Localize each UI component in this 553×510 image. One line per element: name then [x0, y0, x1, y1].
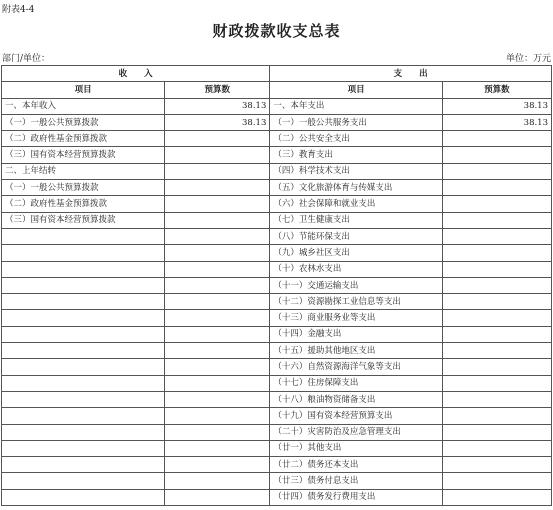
expense-item-cell: （八）节能环保支出 [270, 228, 442, 244]
table-row [2, 114, 552, 130]
expense-item-cell: （廿三）债务付息支出 [270, 473, 442, 489]
income-value-cell [165, 375, 270, 391]
expense-item-cell: （九）城乡社区支出 [270, 245, 442, 261]
income-value-cell [165, 457, 270, 473]
expense-value-cell: 38.13 [442, 114, 551, 130]
income-item-cell [2, 228, 165, 244]
income-value-cell [165, 343, 270, 359]
expense-item-cell: 一、本年支出 [270, 98, 442, 114]
expense-item-cell: （十九）国有资本经营预算支出 [270, 408, 442, 424]
table-row [2, 245, 552, 261]
page-title: 财政拨款收支总表 [212, 22, 341, 40]
income-value-cell [165, 228, 270, 244]
income-value-cell: 38.13 [165, 98, 270, 114]
income-value-cell [165, 440, 270, 456]
expense-item-cell: （十三）商业服务业等支出 [270, 310, 442, 326]
income-value-cell [165, 163, 270, 179]
table-row [2, 147, 552, 163]
table-row [2, 196, 552, 212]
expense-item-cell: （廿一）其他支出 [270, 440, 442, 456]
table-row [2, 131, 552, 147]
table-row [2, 408, 552, 424]
section-header-row [2, 66, 552, 82]
expense-value-cell: 38.13 [442, 98, 551, 114]
expense-item-cell: （十六）自然资源海洋气象等支出 [270, 359, 442, 375]
expense-value-cell [442, 343, 551, 359]
income-item-cell: 二、上年结转 [2, 163, 165, 179]
expense-item-cell: （十五）援助其他地区支出 [270, 343, 442, 359]
income-value-cell [165, 473, 270, 489]
income-item-cell [2, 408, 165, 424]
expense-value-cell [442, 359, 551, 375]
income-section-header: 收 入 [2, 66, 270, 82]
income-item-column-header: 项目 [2, 82, 165, 98]
income-item-cell [2, 359, 165, 375]
table-row [2, 424, 552, 440]
expense-value-cell [442, 375, 551, 391]
income-item-cell [2, 261, 165, 277]
income-item-cell: （二）政府性基金预算拨款 [2, 131, 165, 147]
expense-item-cell: （四）科学技术支出 [270, 163, 442, 179]
expense-value-cell [442, 277, 551, 293]
income-value-cell [165, 359, 270, 375]
department-label: 部门/单位： [2, 54, 51, 64]
expense-item-cell: （二）公共安全支出 [270, 131, 442, 147]
income-value-cell [165, 408, 270, 424]
expense-item-cell: （廿四）债务发行费用支出 [270, 489, 442, 505]
expense-value-cell [442, 473, 551, 489]
income-item-cell: 一、本年收入 [2, 98, 165, 114]
expense-item-cell: （十一）交通运输支出 [270, 277, 442, 293]
income-value-cell [165, 212, 270, 228]
income-value-cell [165, 294, 270, 310]
expense-value-cell [442, 180, 551, 196]
income-item-cell [2, 343, 165, 359]
expense-value-cell [442, 163, 551, 179]
income-value-cell [165, 196, 270, 212]
expense-item-cell: （廿二）债务还本支出 [270, 457, 442, 473]
expense-value-cell [442, 457, 551, 473]
table-row [2, 310, 552, 326]
table-row [2, 277, 552, 293]
income-item-cell [2, 489, 165, 505]
income-value-cell [165, 424, 270, 440]
expense-value-cell [442, 424, 551, 440]
income-value-cell [165, 326, 270, 342]
expense-item-cell: （七）卫生健康支出 [270, 212, 442, 228]
expense-value-cell [442, 228, 551, 244]
table-row [2, 294, 552, 310]
expense-value-cell [442, 212, 551, 228]
income-item-cell [2, 375, 165, 391]
expense-item-cell: （三）教育支出 [270, 147, 442, 163]
table-row [2, 261, 552, 277]
expense-item-cell: （五）文化旅游体育与传媒支出 [270, 180, 442, 196]
income-value-cell [165, 245, 270, 261]
expense-budget-column-header: 预算数 [442, 82, 551, 98]
table-row [2, 343, 552, 359]
table-row [2, 163, 552, 179]
expense-item-cell: （十八）粮油物资储备支出 [270, 391, 442, 407]
income-value-cell [165, 489, 270, 505]
table-row [2, 180, 552, 196]
income-item-cell [2, 457, 165, 473]
income-item-cell [2, 473, 165, 489]
expense-value-cell [442, 391, 551, 407]
expense-item-cell: （一）一般公共服务支出 [270, 114, 442, 130]
table-row [2, 473, 552, 489]
table-row [2, 212, 552, 228]
income-item-cell [2, 424, 165, 440]
table-row [2, 457, 552, 473]
expense-item-cell: （二十）灾害防治及应急管理支出 [270, 424, 442, 440]
income-item-cell [2, 391, 165, 407]
income-item-cell [2, 310, 165, 326]
expense-value-cell [442, 294, 551, 310]
expense-value-cell [442, 245, 551, 261]
income-value-cell [165, 277, 270, 293]
table-row [2, 375, 552, 391]
column-header-row [2, 82, 552, 98]
income-value-cell: 38.13 [165, 114, 270, 130]
table-row [2, 228, 552, 244]
table-row [2, 391, 552, 407]
expense-item-cell: （六）社会保障和就业支出 [270, 196, 442, 212]
income-item-cell [2, 326, 165, 342]
table-row [2, 489, 552, 505]
expense-value-cell [442, 310, 551, 326]
income-value-cell [165, 131, 270, 147]
income-value-cell [165, 147, 270, 163]
table-row [2, 440, 552, 456]
income-value-cell [165, 261, 270, 277]
expense-item-cell: （十四）金融支出 [270, 326, 442, 342]
income-item-cell: （一）一般公共预算拨款 [2, 180, 165, 196]
expense-value-cell [442, 147, 551, 163]
income-item-cell: （一）一般公共预算拨款 [2, 114, 165, 130]
expense-item-cell: （十七）住房保障支出 [270, 375, 442, 391]
income-item-cell: （三）国有资本经营预算拨款 [2, 147, 165, 163]
attachment-label: 附表4-4 [2, 5, 35, 15]
expense-item-cell: （十二）资源勘探工业信息等支出 [270, 294, 442, 310]
expense-value-cell [442, 131, 551, 147]
expense-value-cell [442, 261, 551, 277]
expense-value-cell [442, 408, 551, 424]
income-item-cell: （二）政府性基金预算拨款 [2, 196, 165, 212]
income-value-cell [165, 180, 270, 196]
expense-item-column-header: 项目 [270, 82, 442, 98]
income-budget-column-header: 预算数 [165, 82, 270, 98]
table-row [2, 98, 552, 114]
expense-section-header: 支 出 [270, 66, 552, 82]
income-value-cell [165, 391, 270, 407]
expense-value-cell [442, 489, 551, 505]
expense-value-cell [442, 196, 551, 212]
income-item-cell [2, 294, 165, 310]
unit-label: 单位：万元 [505, 54, 551, 64]
income-item-cell [2, 277, 165, 293]
income-item-cell [2, 440, 165, 456]
table-row [2, 359, 552, 375]
income-item-cell: （三）国有资本经营预算拨款 [2, 212, 165, 228]
finance-summary-table [1, 65, 552, 506]
income-item-cell [2, 245, 165, 261]
income-value-cell [165, 310, 270, 326]
expense-item-cell: （十）农林水支出 [270, 261, 442, 277]
table-row [2, 326, 552, 342]
expense-value-cell [442, 440, 551, 456]
expense-value-cell [442, 326, 551, 342]
